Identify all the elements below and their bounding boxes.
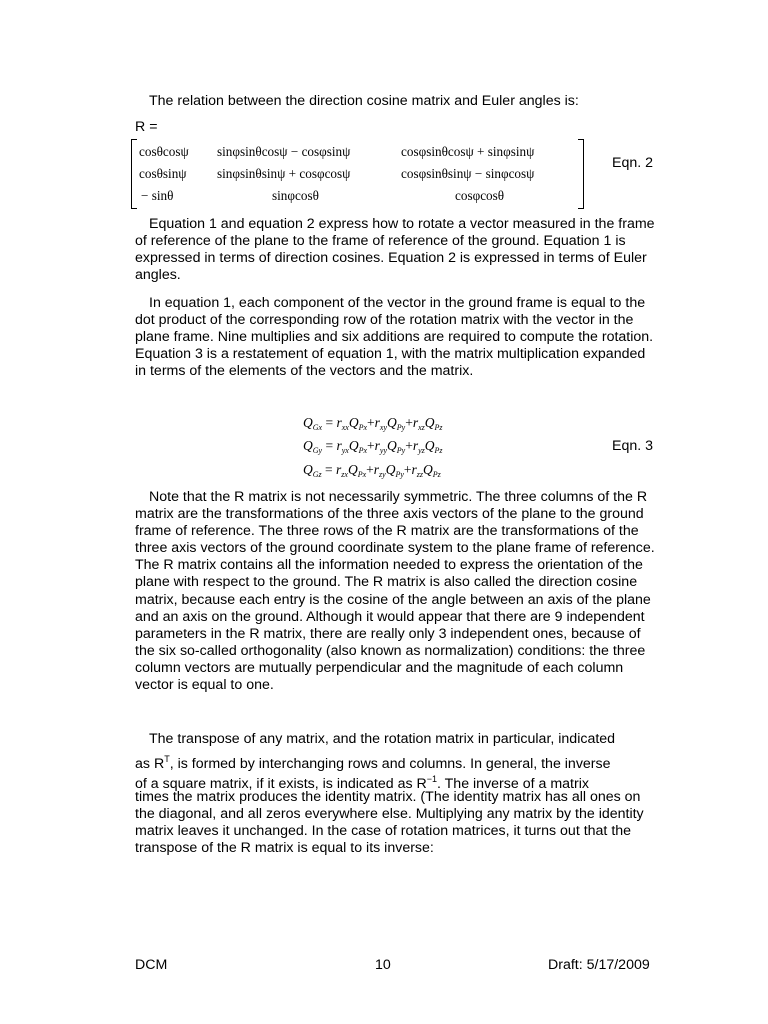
footer-left: DCM: [135, 957, 168, 973]
eqn3-line-2: $Q_{Gy} = r_{yx}Q_{Px}+r_{yy}Q_{Py}+r_{yz}Q_{Pz}$: [303, 438, 443, 455]
matrix-left-bracket: [131, 139, 137, 209]
paragraph-4-line-2: as $R^T$, is formed by interchanging rows and columns. In general, the inverse: [135, 754, 611, 772]
matrix-cell-r2c1: cosθsinψ: [139, 166, 187, 181]
matrix-cell-r1c3: cosφsinθcosψ + sinφsinψ: [401, 144, 535, 159]
eqn3-line-1: $Q_{Gx} = r_{xx}Q_{Px}+r_{xy}Q_{Py}+r_{xz}Q_{Pz}$: [303, 415, 443, 432]
paragraph-3: Note that the R matrix is not necessarily symmetric. The three columns of the R matrix are the transformations of the three axis vectors of the plane to the ground frame of reference. The three rows of the R matrix are the transformations of the three axis vectors of the ground coordinate system to the plane frame of reference. The R matrix contains all the information needed to express the orientation of the plane with respect to the ground. The R matrix is also called the direction cosine matrix, because each entry is the cosine of the angle between an axis of the plane and an axis on the ground. Although it would appear that there are 9 independent parameters in the R matrix, there are really only 3 independent ones, because of the six so-called orthogonality (also known as normalization) conditions: the three column vectors are mutually perpendicular and the magnitude of each column vector is equal to one.: [135, 489, 655, 694]
matrix-cell-r3c1: − sinθ: [141, 188, 174, 203]
matrix-cell-r3c2: sinφcosθ: [272, 188, 319, 203]
matrix-cell-r2c2: sinφsinθsinψ + cosφcosψ: [217, 166, 351, 181]
paragraph-4-line-3: of a square matrix, if it exists, is indicated as $R^{-1}$. The inverse of a matrix: [135, 774, 589, 792]
euler-rotation-matrix: [131, 139, 584, 209]
matrix-cell-r1c1: cosθcosψ: [139, 144, 189, 159]
r-inverse: $R^{-1}$: [416, 774, 438, 792]
r-transpose: $R^T$: [153, 754, 170, 772]
eqn2-label: Eqn. 2: [612, 155, 654, 171]
paragraph-4-rest: times the matrix produces the identity matrix. (The identity matrix has all ones on the diagonal, and all zeros everywhere else. Multiplying any matrix by the identity matrix leaves it unchanged. In the case of rotation matrices, it turns out that the transpose of the R matrix is equal to its inverse:: [135, 789, 644, 857]
paragraph-1: Equation 1 and equation 2 express how to rotate a vector measured in the frame of reference of the plane to the frame of reference of the ground. Equation 1 is expressed in terms of direction cosines. Equation 2 is expressed in terms of Euler angles.: [135, 216, 655, 284]
intro-text: The relation between the direction cosine matrix and Euler angles is:: [149, 93, 579, 109]
eqn3-line-3: $Q_{Gz} = r_{zx}Q_{Px}+r_{zy}Q_{Py}+r_{zz}Q_{Pz}$: [303, 462, 441, 479]
paragraph-2: In equation 1, each component of the vector in the ground frame is equal to the dot product of the corresponding row of the rotation matrix with the vector in the plane frame. Nine multiplies and six additions are required to compute the rotation. Equation 3 is a restatement of equation 1, with the matrix multiplication expanded in terms of the elements of the vectors and the matrix.: [135, 295, 654, 380]
matrix-cell-r1c2: sinφsinθcosψ − cosφsinψ: [217, 144, 351, 159]
paragraph-4-line-1: The transpose of any matrix, and the rotation matrix in particular, indicated: [149, 731, 616, 747]
matrix-right-bracket: [578, 139, 584, 209]
matrix-cell-r3c3: cosφcosθ: [455, 188, 505, 203]
footer-page-number: 10: [375, 957, 391, 973]
r-equals-label: R =: [135, 119, 158, 135]
matrix-cell-r2c3: cosφsinθsinψ − sinφcosψ: [401, 166, 535, 181]
eqn3-label: Eqn. 3: [612, 438, 654, 454]
footer-draft-date: Draft: 5/17/2009: [548, 957, 650, 973]
